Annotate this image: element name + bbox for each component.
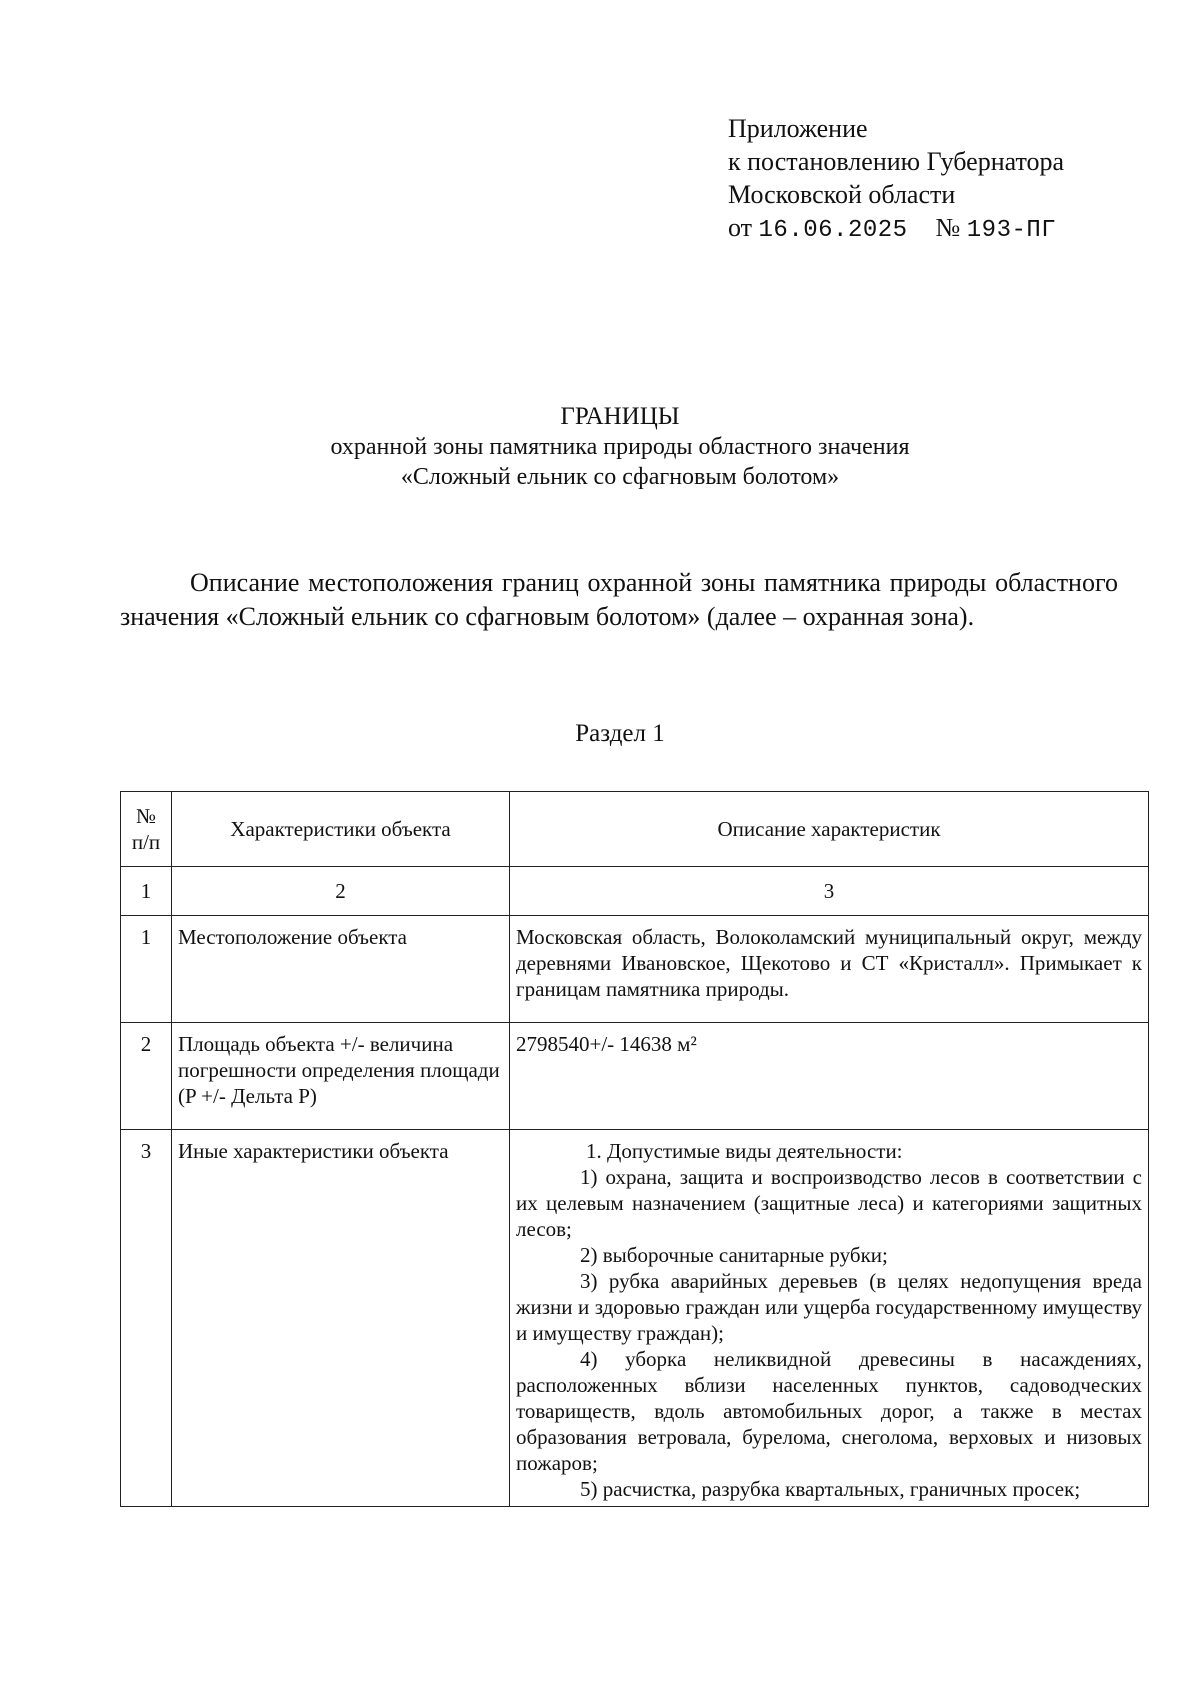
activity-heading: 1. Допустимые виды деятельности: — [586, 1139, 903, 1163]
table-row — [121, 916, 1149, 1023]
header-description: Описание характеристик — [510, 792, 1149, 867]
appendix-label: Приложение — [728, 114, 868, 143]
row-description — [510, 916, 1149, 1023]
row-num: 2 — [121, 1023, 172, 1130]
row-num: 3 — [121, 1130, 172, 1507]
date-prefix: от — [728, 213, 753, 242]
row-description — [510, 1130, 1149, 1507]
activity-item: 1) охрана, защита и воспроизводство лесов в соответствии с их целевым назначением (защитные леса) и категориями защитных лесов; — [516, 1165, 1142, 1241]
title-main: ГРАНИЦЫ — [560, 403, 680, 430]
col-number-2: 2 — [172, 867, 510, 916]
activity-item: 3) рубка аварийных деревьев (в целях недопущения вреда жизни и здоровью граждан или ущерба государственному имуществу и имуществу граждан); — [516, 1269, 1142, 1345]
section-title: Раздел 1 — [575, 720, 665, 747]
row-name: Иные характеристики объекта — [172, 1130, 510, 1507]
appendix-header — [728, 112, 1064, 247]
table-header-row — [121, 792, 1149, 867]
document-title — [120, 402, 1120, 492]
decree-number: 193-ПГ — [966, 217, 1057, 244]
intro-paragraph: Описание местоположения границ охранной зоны памятника природы областного значения «Сложный ельник со сфагновым болотом» (далее – охранная зона). — [120, 568, 1118, 631]
row-num: 1 — [121, 916, 172, 1023]
table-row — [121, 1023, 1149, 1130]
number-prefix: № — [935, 213, 961, 242]
row-description — [510, 1023, 1149, 1130]
row-description-text: Московская область, Волоколамский муниципальный округ, между деревнями Ивановское, Щекотово и СТ «Кристалл». Примыкает к границам памятника природы. — [516, 925, 1142, 1001]
decree-date-number — [728, 211, 1064, 247]
decree-date: 16.06.2025 — [758, 217, 908, 244]
row-name: Площадь объекта +/- величина погрешности определения площади (P +/- Дельта P) — [172, 1023, 510, 1130]
col-number-3: 3 — [510, 867, 1149, 916]
column-number-row — [121, 867, 1149, 916]
activity-item: 4) уборка неликвидной древесины в насаждениях, расположенных вблизи населенных пунктов, садоводческих товариществ, вдоль автомобильных дорог, а также в местах образования ветровала, бурелома, снеголома, верховых и низовых пожаров; — [516, 1347, 1142, 1475]
col-number-1: 1 — [121, 867, 172, 916]
header-characteristics: Характеристики объекта — [172, 792, 510, 867]
activity-item: 2) выборочные санитарные рубки; — [580, 1243, 888, 1267]
title-object-name: «Сложный ельник со сфагновым болотом» — [400, 464, 840, 490]
characteristics-table — [120, 791, 1149, 1507]
header-num: № п/п — [121, 792, 172, 867]
region-name: Московской области — [728, 180, 956, 209]
table-row — [121, 1130, 1149, 1507]
activity-item: 5) расчистка, разрубка квартальных, граничных просек; — [580, 1477, 1081, 1501]
row-description-text: 2798540+/- 14638 м² — [516, 1032, 697, 1056]
decree-reference: к постановлению Губернатора — [728, 147, 1065, 176]
title-subtitle: охранной зоны памятника природы областного значения — [330, 434, 910, 460]
row-name: Местоположение объекта — [172, 916, 510, 1023]
